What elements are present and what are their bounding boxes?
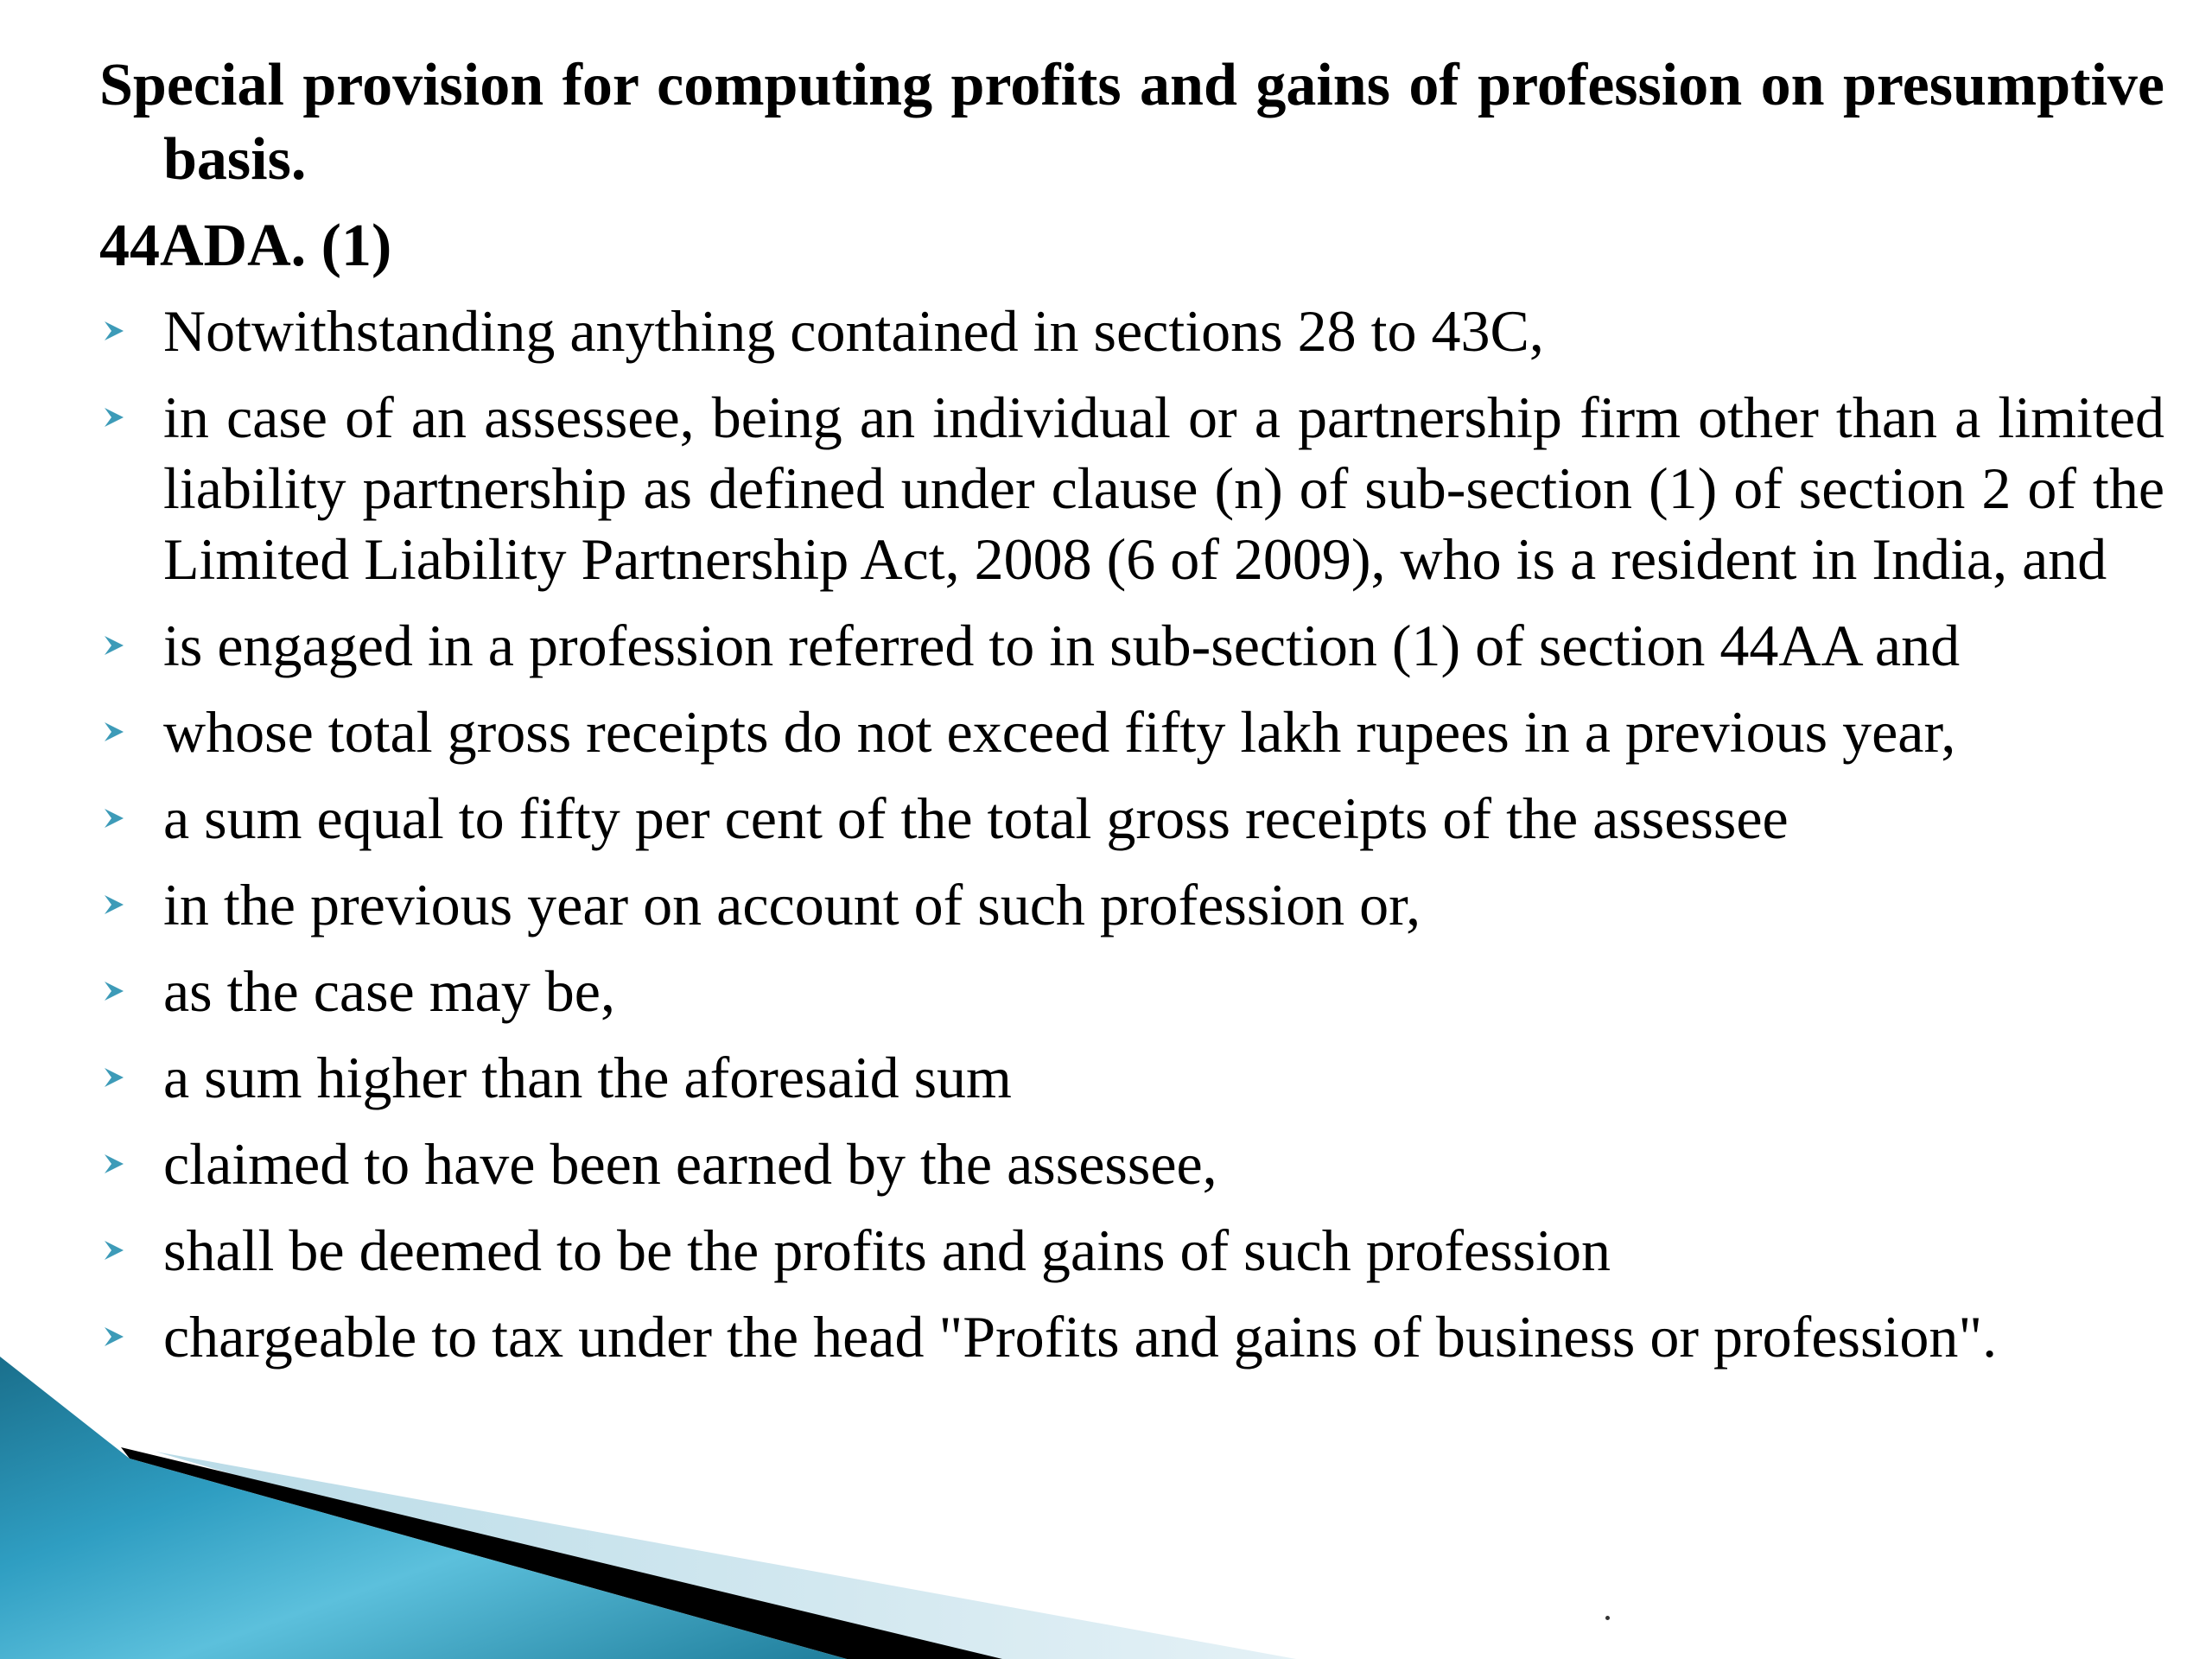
list-item <box>99 956 2164 1027</box>
chevron-right-arrow-icon <box>101 318 127 344</box>
list-item-text: whose total gross receipts do not exceed fifty lakh rupees in a previous year, <box>163 699 1956 765</box>
decorative-swoosh <box>0 1357 2212 1659</box>
list-item <box>99 783 2164 854</box>
list-item <box>99 1128 2164 1199</box>
section-number: 44ADA. (1) <box>99 213 392 279</box>
chevron-right-arrow-icon <box>101 1237 127 1263</box>
list-item-text: Notwithstanding anything contained in sections 28 to 43C, <box>163 298 1544 364</box>
provision-points <box>99 296 2164 1372</box>
list-item-text: chargeable to tax under the head "Profits and gains of business or profession". <box>163 1304 1998 1370</box>
chevron-right-arrow-icon <box>101 719 127 745</box>
list-item-text: in the previous year on account of such profession or, <box>163 872 1421 938</box>
chevron-right-arrow-icon <box>101 892 127 918</box>
decorative-dot <box>1605 1616 1610 1620</box>
chevron-right-arrow-icon <box>101 632 127 658</box>
slide-heading: Special provision for computing profits and gains of profession on presumptive basis. <box>99 52 2164 193</box>
list-item <box>99 696 2164 767</box>
list-item-text: shall be deemed to be the profits and gains of such profession <box>163 1217 1611 1283</box>
list-item <box>99 869 2164 940</box>
list-item <box>99 1215 2164 1286</box>
list-item <box>99 382 2164 594</box>
chevron-right-arrow-icon <box>101 404 127 430</box>
list-item-text: a sum higher than the aforesaid sum <box>163 1045 1012 1110</box>
list-item <box>99 296 2164 366</box>
slide-content <box>99 48 2164 1388</box>
list-item-text: claimed to have been earned by the assessee, <box>163 1131 1217 1197</box>
list-item-text: in case of an assessee, being an individual or a partnership firm other than a limited liability partnership as defined under clause (n) of sub-section (1) of section 2 of the Limited Liability Partnership Act, 2008 (6 of 2009), who is a resident in India, and <box>163 385 2164 592</box>
chevron-right-arrow-icon <box>101 1324 127 1350</box>
list-item-text: is engaged in a profession referred to in sub-section (1) of section 44AA and <box>163 613 1961 678</box>
list-item <box>99 610 2164 681</box>
list-item-text: as the case may be, <box>163 958 615 1024</box>
chevron-right-arrow-icon <box>101 1065 127 1090</box>
chevron-right-arrow-icon <box>101 805 127 831</box>
list-item <box>99 1042 2164 1113</box>
chevron-right-arrow-icon <box>101 1151 127 1177</box>
chevron-right-arrow-icon <box>101 978 127 1004</box>
list-item-text: a sum equal to fifty per cent of the total gross receipts of the assessee <box>163 785 1789 851</box>
